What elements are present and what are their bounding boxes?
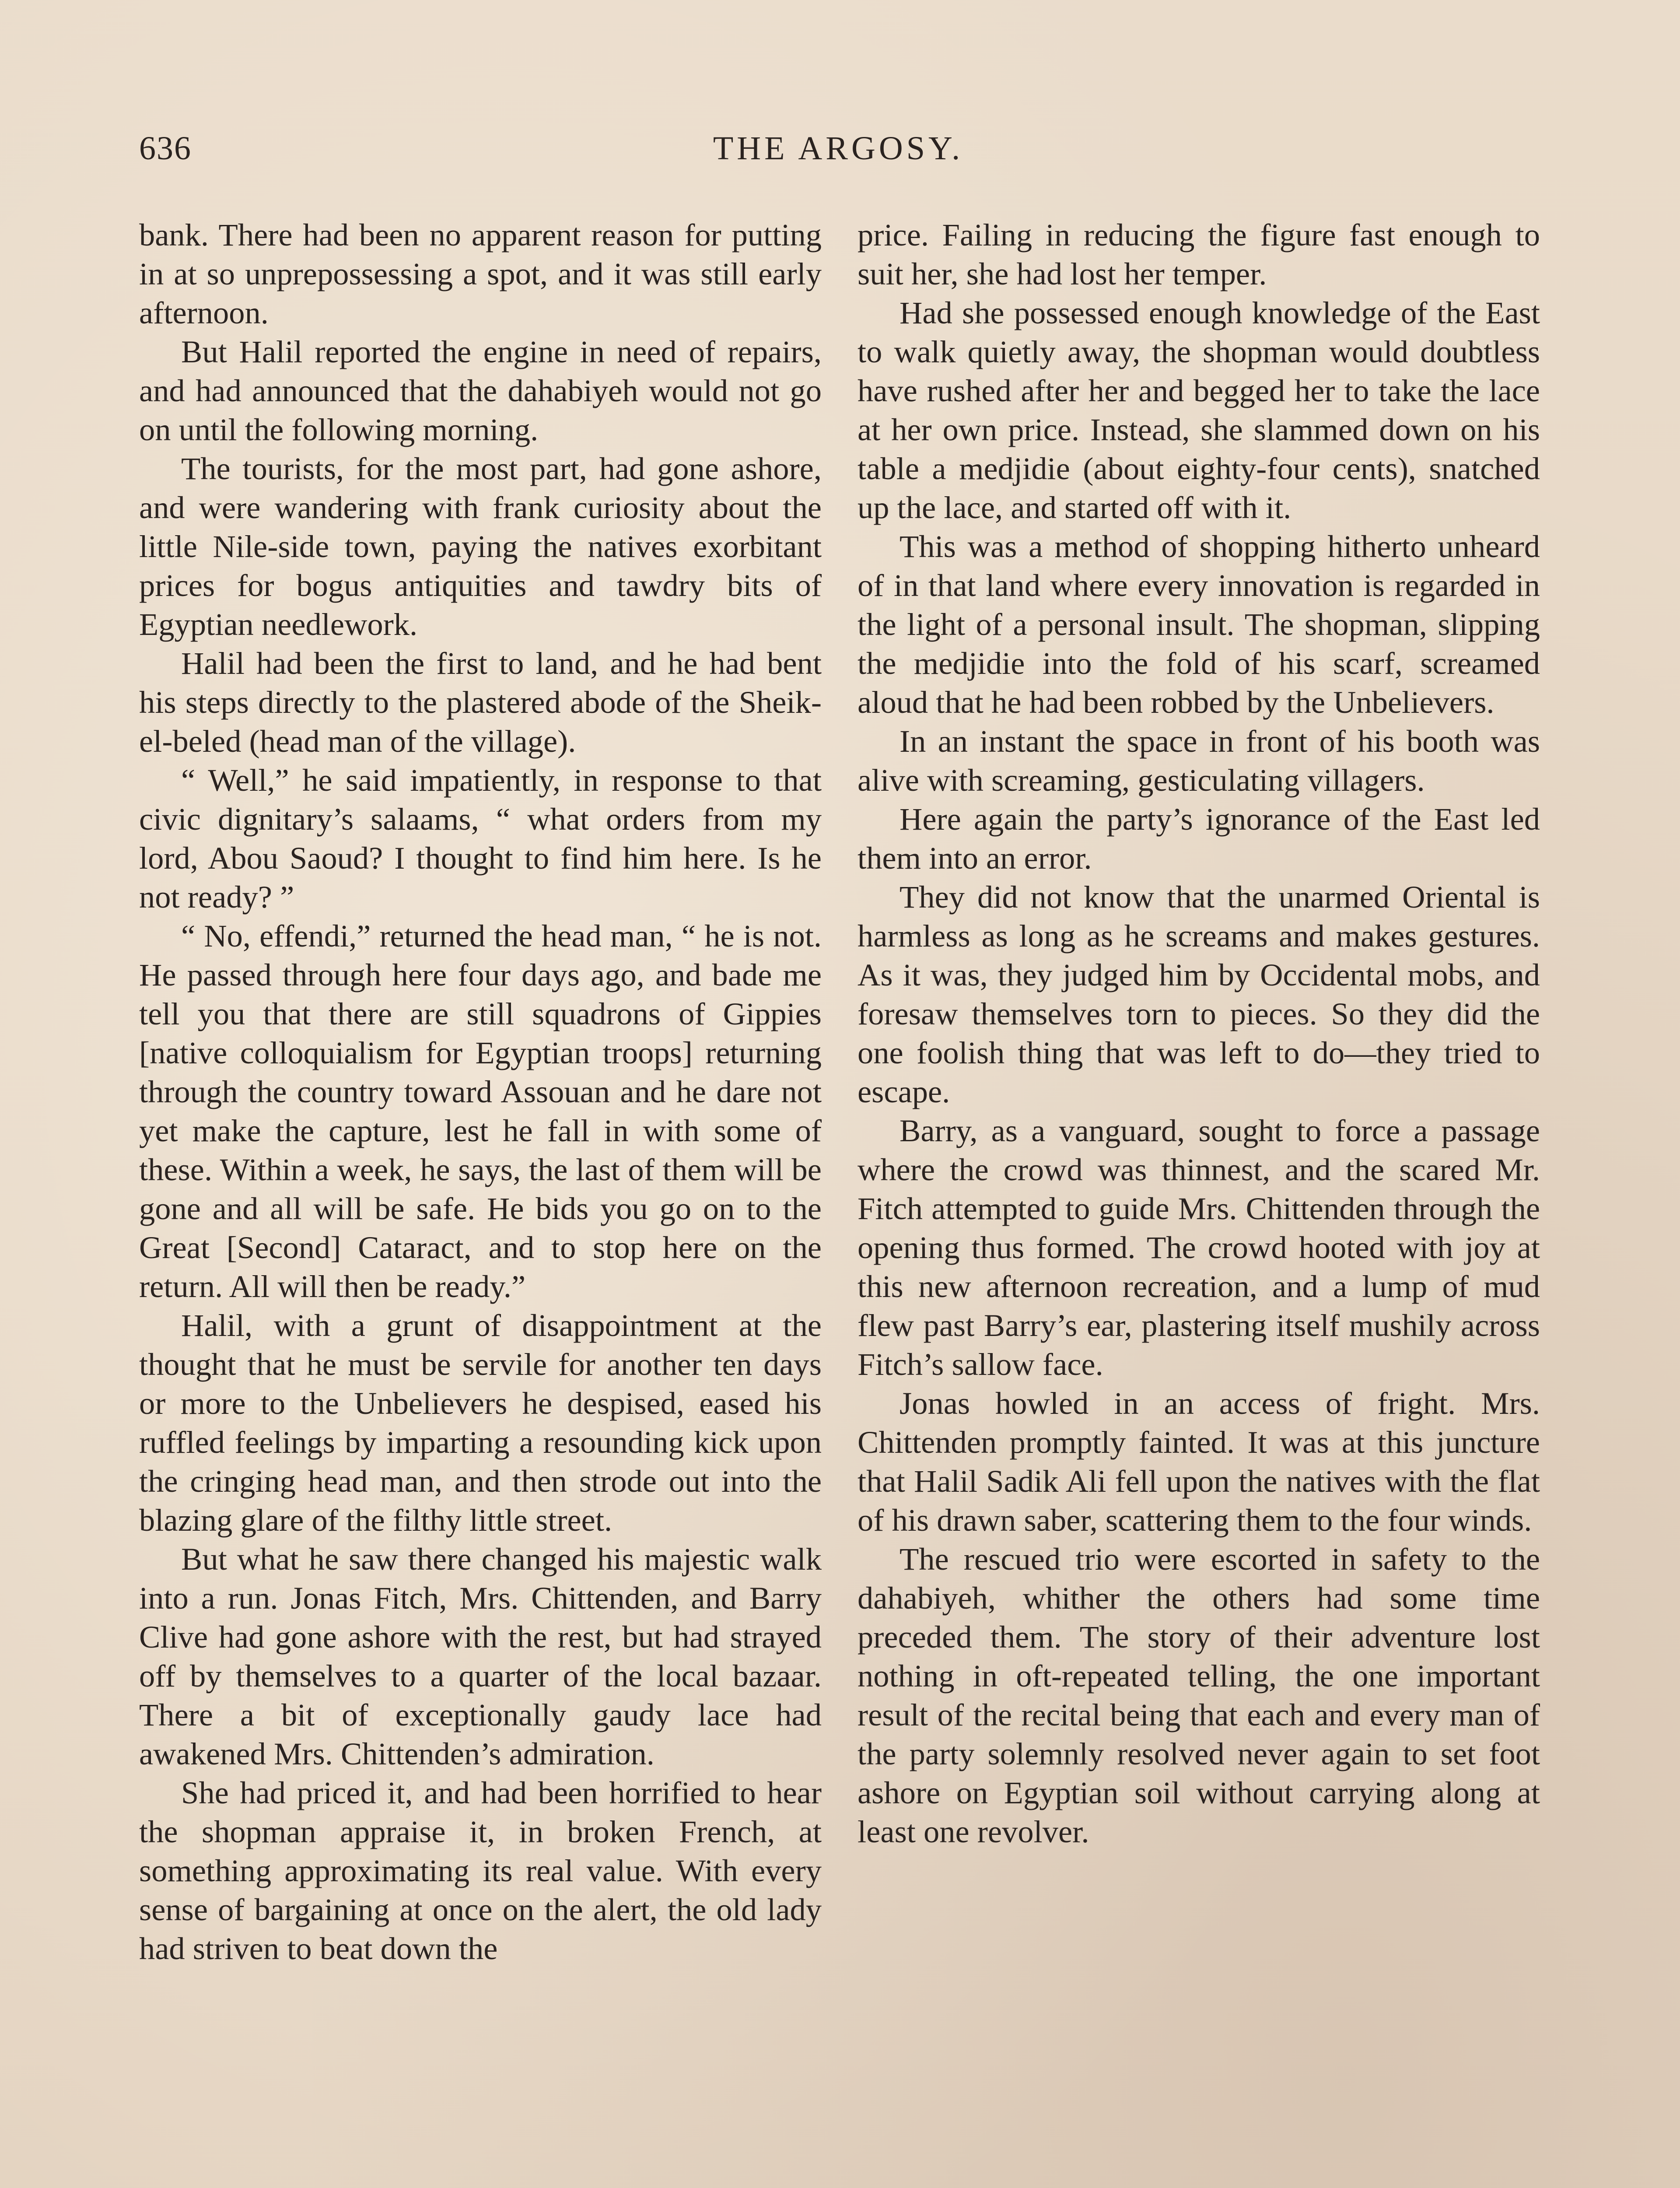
- paragraph: But what he saw there changed his majestic walk into a run. Jonas Fitch, Mrs. Chittenden, and Barry Clive had gone ashore with the rest, but had strayed off by themselves to a quarter of the local bazaar. There a bit of exceptionally gaudy lace had awakened Mrs. Chittenden’s admiration.: [139, 1541, 822, 1771]
- paragraph: “ Well,” he said impatiently, in response to that civic dignitary’s salaams, “ what orders from my lord, Abou Saoud? I thought to find him here. Is he not ready? ”: [139, 762, 822, 915]
- paragraph: They did not know that the unarmed Oriental is harmless as long as he screams and makes gestures. As it was, they judged him by Occidental mobs, and foresaw themselves torn to pieces. So they did the one foolish thing that was left to do—they tried to escape.: [858, 879, 1540, 1109]
- page-number: 636: [139, 130, 192, 167]
- paragraph: Halil, with a grunt of disappointment at the thought that he must be servile for another ten days or more to the Unbelievers he despised, eased his ruffled feelings by imparting a resounding kick upon the cringing head man, and then strode out into the blazing glare of the filthy little street.: [139, 1308, 822, 1538]
- paragraph: The tourists, for the most part, had gone ashore, and were wandering with frank curiosity about the little Nile-side town, paying the natives exorbitant prices for bogus antiquities and tawdry bits of Egyptian needlework.: [139, 451, 822, 642]
- page-header: [139, 130, 1537, 182]
- paragraph: “ No, effendi,” returned the head man, “ he is not. He passed through here four days ago, and bade me tell you that there are still squadrons of Gippies [native colloquialism for Egyptian troops] returning through the country toward Assouan and he dare not yet make the capture, lest he fall in with some of these. Within a week, he says, the last of them will be gone and all will be safe. He bids you go on to the Great [Second] Cataract, and to stop here on the return. All will then be ready.”: [139, 918, 822, 1304]
- paragraph: Jonas howled in an access of fright. Mrs. Chittenden promptly fainted. It was at this juncture that Halil Sadik Ali fell upon the natives with the flat of his drawn saber, scattering them to the four winds.: [858, 1385, 1540, 1538]
- paragraph: She had priced it, and had been horrified to hear the shopman appraise it, in broken French, at something approximating its real value. With every sense of bargaining at once on the alert, the old lady had striven to beat down the: [139, 1775, 822, 1966]
- paragraph: Barry, as a vanguard, sought to force a passage where the crowd was thinnest, and the scared Mr. Fitch attempted to guide Mrs. Chittenden through the opening thus formed. The crowd hooted with joy at this new afternoon recreation, and a lump of mud flew past Barry’s ear, plastering itself mushily across Fitch’s sallow face.: [858, 1113, 1540, 1382]
- paragraph: The rescued trio were escorted in safety to the dahabiyeh, whither the others had some time preceded them. The story of their adventure lost nothing in oft-repeated telling, the one important result of the recital being that each and every man of the party solemnly resolved never again to set foot ashore on Egyptian soil without carrying along at least one revolver.: [858, 1541, 1540, 1849]
- paragraph: Here again the party’s ignorance of the East led them into an error.: [858, 801, 1540, 876]
- paragraph: But Halil reported the engine in need of repairs, and had announced that the dahabiyeh would not go on until the following morning.: [139, 334, 822, 447]
- running-title: THE ARGOSY.: [713, 130, 964, 167]
- paragraph: price. Failing in reducing the figure fast enough to suit her, she had lost her temper.: [858, 217, 1540, 291]
- paragraph: In an instant the space in front of his booth was alive with screaming, gesticulating villagers.: [858, 723, 1540, 798]
- paragraph: This was a method of shopping hitherto unheard of in that land where every innovation is regarded in the light of a personal insult. The shopman, slipping the medjidie into the fold of his scarf, screamed aloud that he had been robbed by the Unbelievers.: [858, 529, 1540, 720]
- paragraph: Halil had been the first to land, and he had bent his steps directly to the plastered abode of the Sheik-el-beled (head man of the village).: [139, 645, 822, 759]
- paragraph: bank. There had been no apparent reason for putting in at so unprepossessing a spot, and it was still early afternoon.: [139, 217, 822, 330]
- left-column: [139, 215, 822, 1968]
- right-column: [858, 215, 1540, 1851]
- paragraph: Had she possessed enough knowledge of the East to walk quietly away, the shopman would doubtless have rushed after her and begged her to take the lace at her own price. Instead, she slammed down on his table a medjidie (about eighty-four cents), snatched up the lace, and started off with it.: [858, 295, 1540, 525]
